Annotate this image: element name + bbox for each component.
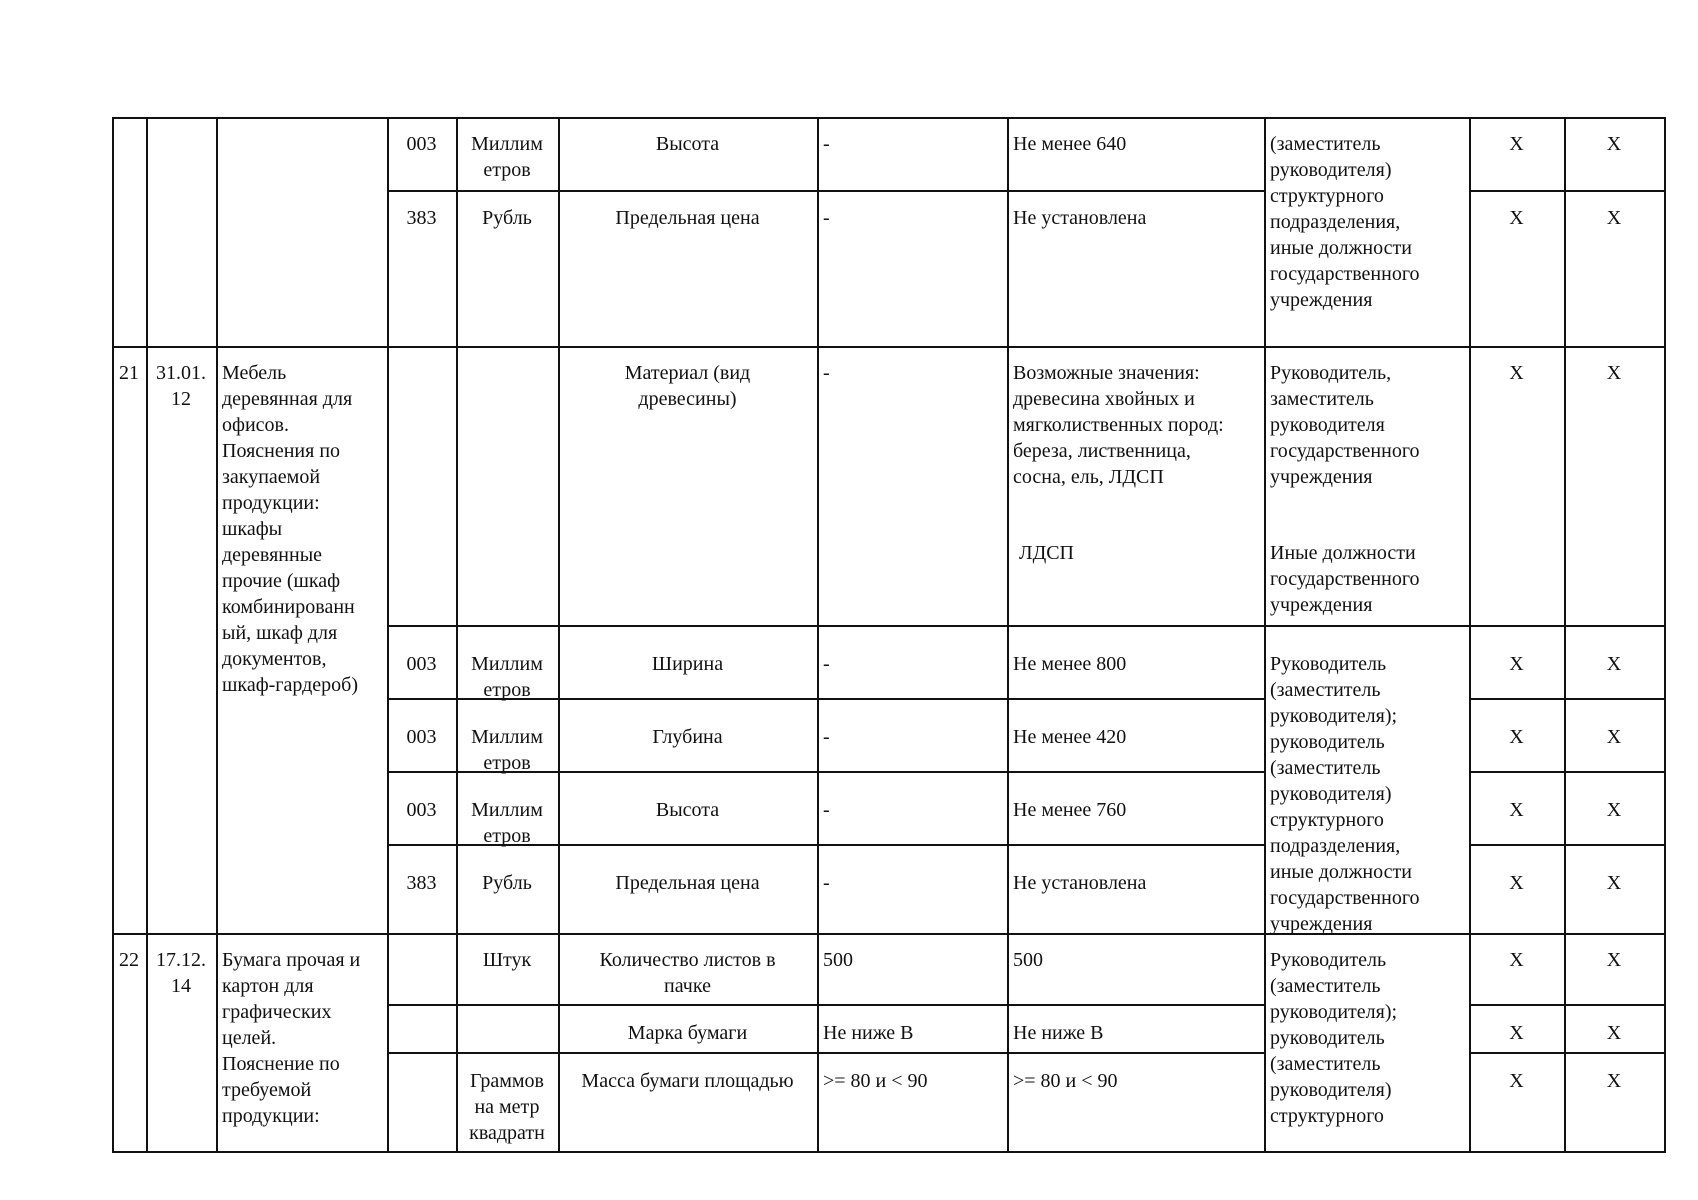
characteristic-name: Предельная цена <box>615 207 760 229</box>
position-list: Руководитель, заместитель руководителя государственного учреждения <box>1270 362 1420 488</box>
mark-cell: X <box>1606 872 1622 894</box>
mark-cell: X <box>1509 726 1524 748</box>
characteristic-value-b: 500 <box>1013 949 1043 971</box>
subrow-rule <box>387 190 1266 192</box>
characteristic-value-a: - <box>823 872 830 894</box>
row-rule <box>112 346 1666 348</box>
characteristic-name: Высота <box>655 133 720 155</box>
subrow-rule <box>387 1004 1266 1006</box>
characteristic-value-b: Не ниже В <box>1013 1022 1104 1044</box>
position-list: Руководитель (заместитель руководителя); руководитель (заместитель руководителя) структурного <box>1270 949 1398 1127</box>
unit-name: Рубль <box>482 207 532 229</box>
subrow-rule <box>387 1052 1266 1054</box>
characteristic-name: Высота <box>655 799 720 821</box>
position-list: (заместитель руководителя) структурного подразделения, иные должности государственного учреждения <box>1270 133 1420 311</box>
characteristic-value-b: Возможные значения: древесина хвойных и мягколиственных пород: береза, лиственница, сосна, ель, ЛДСП <box>1013 362 1224 488</box>
column-rule <box>1469 117 1471 1153</box>
column-rule <box>558 117 560 1153</box>
column-rule <box>216 117 218 1153</box>
column-rule <box>456 117 458 1153</box>
position-list: Руководитель (заместитель руководителя); руководитель (заместитель руководителя) структурного подразделения, иные должности государственного учреждения <box>1270 653 1420 935</box>
characteristic-value-b: Не менее 800 <box>1013 653 1127 675</box>
subrow-rule <box>1469 1004 1666 1006</box>
characteristic-value-b: Не менее 640 <box>1013 133 1127 155</box>
characteristic-value-a: - <box>823 362 830 384</box>
characteristic-value-b-alt: ЛДСП <box>1019 542 1074 564</box>
characteristic-value-b: Не менее 420 <box>1013 726 1127 748</box>
unit-name: Штук <box>482 949 532 971</box>
mark-cell: X <box>1509 207 1524 229</box>
product-name: Мебель деревянная для офисов. Пояснения по закупаемой продукции: шкафы деревянные прочие (шкаф комбинированн ый, шкаф для документов, шкаф-гардероб) <box>222 362 359 696</box>
unit-name: Миллим етров <box>471 726 543 774</box>
mark-cell: X <box>1509 653 1524 675</box>
unit-name: Рубль <box>482 872 532 894</box>
characteristic-value-a: 500 <box>823 949 853 971</box>
characteristic-value-b: Не установлена <box>1013 207 1147 229</box>
table-top-border <box>112 117 1666 119</box>
okpd-code: 31.01. 12 <box>156 362 206 410</box>
characteristic-name: Глубина <box>652 726 723 748</box>
unit-name: Миллим етров <box>471 653 543 701</box>
row-number: 22 <box>119 949 139 971</box>
mark-cell: X <box>1509 799 1524 821</box>
characteristic-value-a: - <box>823 653 830 675</box>
mark-cell: X <box>1606 362 1622 384</box>
unit-name: Миллим етров <box>471 133 543 181</box>
unit-code: 383 <box>406 207 437 229</box>
unit-code: 003 <box>406 799 437 821</box>
subrow-rule <box>1469 698 1666 700</box>
position-list: Иные должности государственного учреждения <box>1270 542 1420 616</box>
characteristic-name: Материал (вид древесины) <box>624 362 751 410</box>
characteristic-name: Масса бумаги площадью <box>581 1070 794 1092</box>
characteristic-value-a: >= 80 и < 90 <box>823 1070 928 1092</box>
mark-cell: X <box>1606 133 1622 155</box>
mark-cell: X <box>1606 799 1622 821</box>
column-rule <box>817 117 819 1153</box>
mark-cell: X <box>1509 1070 1524 1092</box>
mark-cell: X <box>1509 1022 1524 1044</box>
mark-cell: X <box>1509 362 1524 384</box>
subrow-rule <box>1469 190 1666 192</box>
mark-cell: X <box>1509 949 1524 971</box>
mark-cell: X <box>1606 949 1622 971</box>
characteristic-value-a: - <box>823 726 830 748</box>
mark-cell: X <box>1606 726 1622 748</box>
characteristic-value-b: Не менее 760 <box>1013 799 1127 821</box>
mark-cell: X <box>1606 1070 1622 1092</box>
characteristic-value-a: - <box>823 207 830 229</box>
unit-code: 003 <box>406 726 437 748</box>
mark-cell: X <box>1606 653 1622 675</box>
product-name: Бумага прочая и картон для графических целей. Пояснение по требуемой продукции: <box>222 949 361 1127</box>
column-rule <box>1264 117 1266 1153</box>
mark-cell: X <box>1509 133 1524 155</box>
characteristic-name: Количество листов в пачке <box>599 949 776 997</box>
characteristic-value-b: >= 80 и < 90 <box>1013 1070 1118 1092</box>
characteristic-value-b: Не установлена <box>1013 872 1147 894</box>
unit-code: 003 <box>406 653 437 675</box>
mark-cell: X <box>1509 872 1524 894</box>
okpd-code: 17.12. 14 <box>156 949 206 997</box>
table-bottom-border <box>112 1151 1666 1153</box>
subrow-rule <box>1469 771 1666 773</box>
characteristic-name: Ширина <box>651 653 724 675</box>
characteristic-value-a: - <box>823 133 830 155</box>
mark-cell: X <box>1606 207 1622 229</box>
column-rule <box>1564 117 1566 1153</box>
column-rule <box>112 117 114 1153</box>
subrow-rule <box>387 625 1666 627</box>
column-rule <box>387 117 389 1153</box>
unit-code: 383 <box>406 872 437 894</box>
unit-name: Миллим етров <box>471 799 543 847</box>
characteristic-value-a: Не ниже В <box>823 1022 914 1044</box>
characteristic-value-a: - <box>823 799 830 821</box>
column-rule <box>1664 117 1666 1153</box>
row-number: 21 <box>119 362 139 384</box>
characteristic-name: Предельная цена <box>615 872 760 894</box>
unit-name: Граммов на метр квадратн <box>469 1070 545 1144</box>
unit-code: 003 <box>406 133 437 155</box>
subrow-rule <box>1469 1052 1666 1054</box>
characteristic-name: Марка бумаги <box>627 1022 748 1044</box>
subrow-rule <box>1469 844 1666 846</box>
column-rule <box>1007 117 1009 1153</box>
mark-cell: X <box>1606 1022 1622 1044</box>
